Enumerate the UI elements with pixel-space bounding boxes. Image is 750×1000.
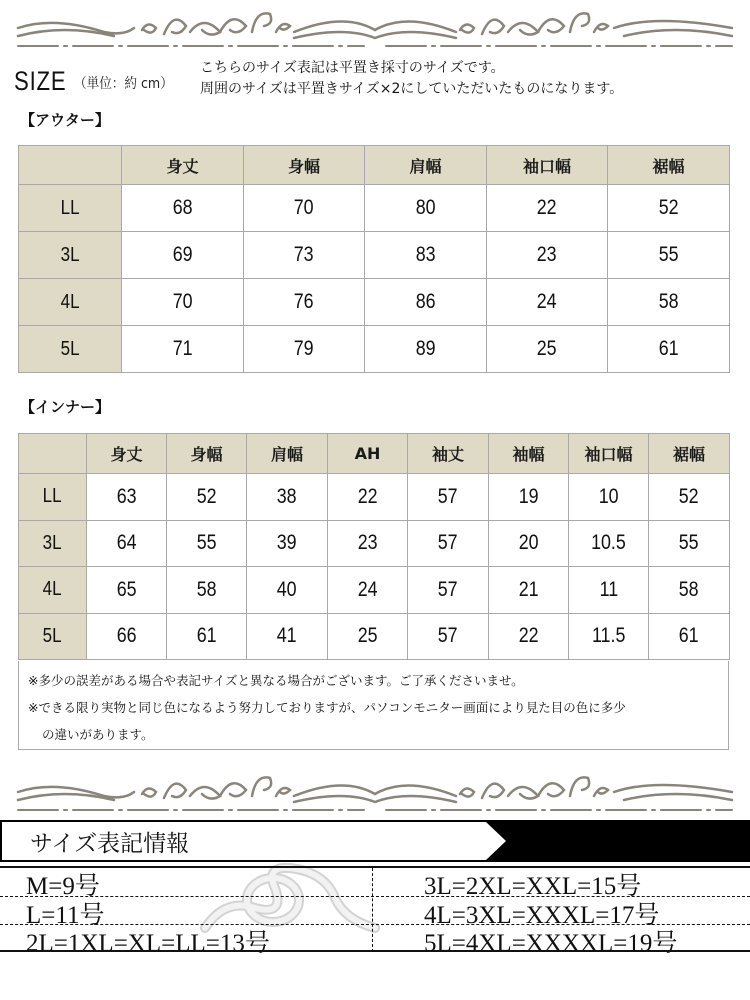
table-cell: 89: [365, 326, 487, 373]
table-cell: 80: [365, 185, 487, 232]
size-note-line: 周囲のサイズは平置きサイズ×2にしていただいたものになります。: [200, 81, 624, 97]
table-cell: 66: [87, 613, 167, 660]
outer-size-table: [18, 145, 730, 373]
inner-size-table: [18, 433, 730, 660]
table-cell: 57: [408, 567, 489, 614]
scroll-ornament-top-icon: [14, 6, 736, 50]
disclaimer-box: [18, 661, 729, 750]
table-cell: 55: [608, 232, 730, 279]
outer-section-label: 【アウター】: [20, 111, 110, 129]
table-cell: 41: [247, 613, 328, 660]
inner-section-label: 【インナー】: [20, 398, 111, 416]
column-header: 肩幅: [365, 146, 487, 185]
table-cell: 55: [167, 520, 247, 567]
table-cell: 70: [244, 185, 365, 232]
table-cell: 69: [122, 232, 244, 279]
table-cell: 24: [328, 567, 408, 614]
row-header: 4L: [19, 567, 87, 614]
table-row: [19, 279, 730, 326]
table-cell: 76: [244, 279, 365, 326]
column-header: 裾幅: [649, 434, 730, 474]
size-note-line: こちらのサイズ表記は平置き採寸のサイズです。: [200, 60, 505, 76]
size-equivalence: 2L=1XL=XL=LL=13号: [26, 930, 270, 957]
row-header: 3L: [19, 232, 122, 279]
size-equivalence: 3L=2XL=XXL=15号: [424, 873, 642, 900]
table-cell: 24: [487, 279, 608, 326]
table-cell: 11: [569, 567, 649, 614]
disclaimer-line: ※多少の誤差がある場合や表記サイズと異なる場合がございます。ご了承くださいませ。: [28, 673, 524, 688]
size-info-row: [0, 924, 750, 957]
table-cell: 20: [489, 520, 569, 567]
row-header: LL: [19, 185, 122, 232]
table-cell: 58: [649, 567, 730, 614]
column-header: [19, 434, 87, 474]
column-header: 裾幅: [608, 146, 730, 185]
table-cell: 22: [328, 474, 408, 521]
table-row: [19, 474, 730, 521]
table-cell: 10.5: [569, 520, 649, 567]
unit-label: （単位：約 cm）: [74, 76, 173, 92]
table-cell: 19: [489, 474, 569, 521]
row-header: 5L: [19, 326, 122, 373]
table-row: [19, 520, 730, 567]
size-equivalence: M=9号: [26, 873, 100, 900]
table-cell: 61: [649, 613, 730, 660]
table-header-row: [19, 146, 730, 185]
table-cell: 25: [487, 326, 608, 373]
table-cell: 79: [244, 326, 365, 373]
table-cell: 21: [489, 567, 569, 614]
table-row: [19, 613, 730, 660]
table-cell: 25: [328, 613, 408, 660]
table-cell: 22: [487, 185, 608, 232]
table-cell: 83: [365, 232, 487, 279]
row-header: 3L: [19, 520, 87, 567]
column-header: 身幅: [167, 434, 247, 474]
table-cell: 86: [365, 279, 487, 326]
column-header: 肩幅: [247, 434, 328, 474]
table-cell: 70: [122, 279, 244, 326]
size-info-grid: [0, 866, 750, 957]
size-info-title: サイズ表記情報: [30, 831, 190, 857]
table-cell: 57: [408, 520, 489, 567]
table-cell: 64: [87, 520, 167, 567]
row-header: 4L: [19, 279, 122, 326]
table-cell: 61: [608, 326, 730, 373]
table-cell: 52: [167, 474, 247, 521]
table-row: [19, 326, 730, 373]
table-cell: 52: [649, 474, 730, 521]
column-header: 袖丈: [408, 434, 489, 474]
column-header: 身丈: [87, 434, 167, 474]
table-cell: 55: [649, 520, 730, 567]
column-header: AH: [328, 434, 408, 474]
disclaimer-line: ※できる限り実物と同じ色になるよう努力しておりますが、パソコンモニター画面により見た目の色に多少: [28, 700, 626, 715]
table-cell: 11.5: [569, 613, 649, 660]
column-header: 袖口幅: [487, 146, 608, 185]
table-cell: 57: [408, 474, 489, 521]
table-cell: 23: [487, 232, 608, 279]
table-cell: 58: [167, 567, 247, 614]
table-cell: 58: [608, 279, 730, 326]
table-cell: 61: [167, 613, 247, 660]
disclaimer-line: の違いがあります。: [42, 727, 154, 742]
table-row: [19, 232, 730, 279]
column-header: 身幅: [244, 146, 365, 185]
scroll-ornament-bottom-icon: [14, 770, 736, 814]
table-cell: 22: [489, 613, 569, 660]
table-row: [19, 185, 730, 232]
size-title: SIZE: [14, 66, 67, 96]
table-cell: 68: [122, 185, 244, 232]
column-divider: [372, 868, 373, 952]
table-cell: 65: [87, 567, 167, 614]
table-cell: 23: [328, 520, 408, 567]
size-info-row: [0, 868, 750, 900]
table-cell: 63: [87, 474, 167, 521]
table-cell: 38: [247, 474, 328, 521]
size-info-row: [0, 896, 750, 929]
column-header: [19, 146, 122, 185]
table-cell: 10: [569, 474, 649, 521]
table-cell: 39: [247, 520, 328, 567]
table-cell: 52: [608, 185, 730, 232]
table-header-row: [19, 434, 730, 474]
table-row: [19, 567, 730, 614]
table-cell: 40: [247, 567, 328, 614]
size-equivalence: 5L=4XL=XXXXL=19号: [424, 930, 678, 957]
table-cell: 73: [244, 232, 365, 279]
table-cell: 57: [408, 613, 489, 660]
row-header: 5L: [19, 613, 87, 660]
column-header: 身丈: [122, 146, 244, 185]
size-equivalence: L=11号: [26, 902, 105, 929]
size-notes: [200, 58, 623, 100]
table-cell: 71: [122, 326, 244, 373]
row-header: LL: [19, 474, 87, 521]
column-header: 袖口幅: [569, 434, 649, 474]
column-header: 袖幅: [489, 434, 569, 474]
size-equivalence: 4L=3XL=XXXL=17号: [424, 902, 660, 929]
